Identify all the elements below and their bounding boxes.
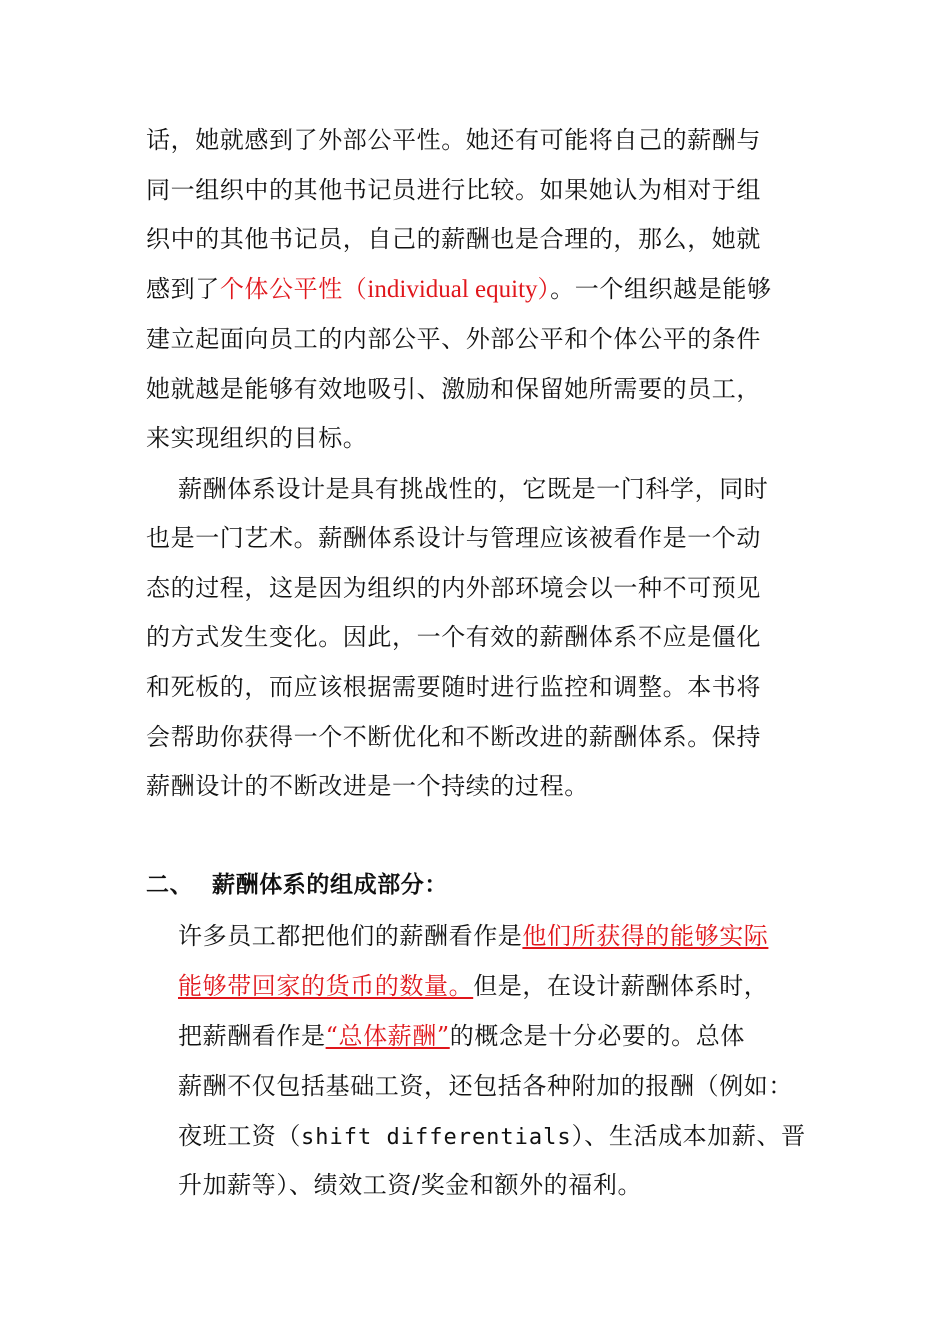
paragraph-1-line-1: 话，她就感到了外部公平性。她还有可能将自己的薪酬与 (146, 126, 761, 154)
paragraph-2-line-2: 也是一门艺术。薪酬体系设计与管理应该被看作是一个动 (146, 524, 761, 552)
paragraph-1-line-3: 织中的其他书记员，自己的薪酬也是合理的，那么，她就 (146, 225, 761, 253)
term-close-paren: ） (537, 275, 551, 303)
shift-differentials-term: shift differentials (301, 1125, 572, 1150)
text-span: 夜班工资（ (178, 1122, 301, 1150)
paragraph-3-line-1 (178, 920, 768, 952)
section-title: 薪酬体系的组成部分： (212, 872, 448, 898)
paragraph-2-line-4: 的方式发生变化。因此，一个有效的薪酬体系不应是僵化 (146, 623, 761, 651)
total-compensation-term: “总体薪酬” (325, 1022, 450, 1050)
paragraph-2-line-1: 薪酬体系设计是具有挑战性的，它既是一门科学，同时 (178, 475, 769, 503)
text-span: 许多员工都把他们的薪酬看作是 (178, 922, 523, 950)
paragraph-1-line-6: 她就越是能够有效地吸引、激励和保留她所需要的员工， (146, 375, 761, 403)
term-chinese: 个体公平性（ (219, 275, 368, 303)
paragraph-2-line-3: 态的过程，这是因为组织的内外部环境会以一种不可预见 (146, 574, 761, 602)
text-span: 把薪酬看作是 (178, 1022, 326, 1050)
paragraph-1-line-4 (146, 273, 772, 305)
paragraph-3-line-6: 升加薪等）、绩效工资/奖金和额外的福利。 (178, 1171, 643, 1199)
paragraph-3-line-2 (178, 970, 768, 1002)
paragraph-3-line-4: 薪酬不仅包括基础工资，还包括各种附加的报酬（例如： (178, 1072, 793, 1100)
text-span: 但是，在设计薪酬体系时， (473, 972, 769, 1000)
paragraph-1-line-5: 建立起面向员工的内部公平、外部公平和个体公平的条件 (146, 325, 761, 353)
paragraph-3-line-5 (178, 1120, 806, 1152)
section-heading (146, 869, 448, 901)
text-span: 感到了 (146, 275, 220, 303)
section-number: 二、 (146, 872, 194, 898)
paragraph-2-line-6: 会帮助你获得一个不断优化和不断改进的薪酬体系。保持 (146, 723, 761, 751)
individual-equity-term (220, 275, 550, 303)
term-english: individual equity (367, 276, 538, 303)
marked-text: 他们所获得的能够实际 (522, 922, 769, 950)
text-span: ）、生活成本加薪、晋 (571, 1122, 806, 1150)
text-span: 。一个组织越是能够 (550, 275, 772, 303)
paragraph-1-line-2: 同一组织中的其他书记员进行比较。如果她认为相对于组 (146, 176, 761, 204)
text-span: 的概念是十分必要的。总体 (449, 1022, 745, 1050)
marked-text: 能够带回家的货币的数量。 (178, 972, 474, 1000)
paragraph-2-line-5: 和死板的，而应该根据需要随时进行监控和调整。本书将 (146, 673, 761, 701)
paragraph-1-line-7: 来实现组织的目标。 (146, 424, 368, 452)
paragraph-2-line-7: 薪酬设计的不断改进是一个持续的过程。 (146, 772, 589, 800)
paragraph-3-line-3 (178, 1020, 745, 1052)
